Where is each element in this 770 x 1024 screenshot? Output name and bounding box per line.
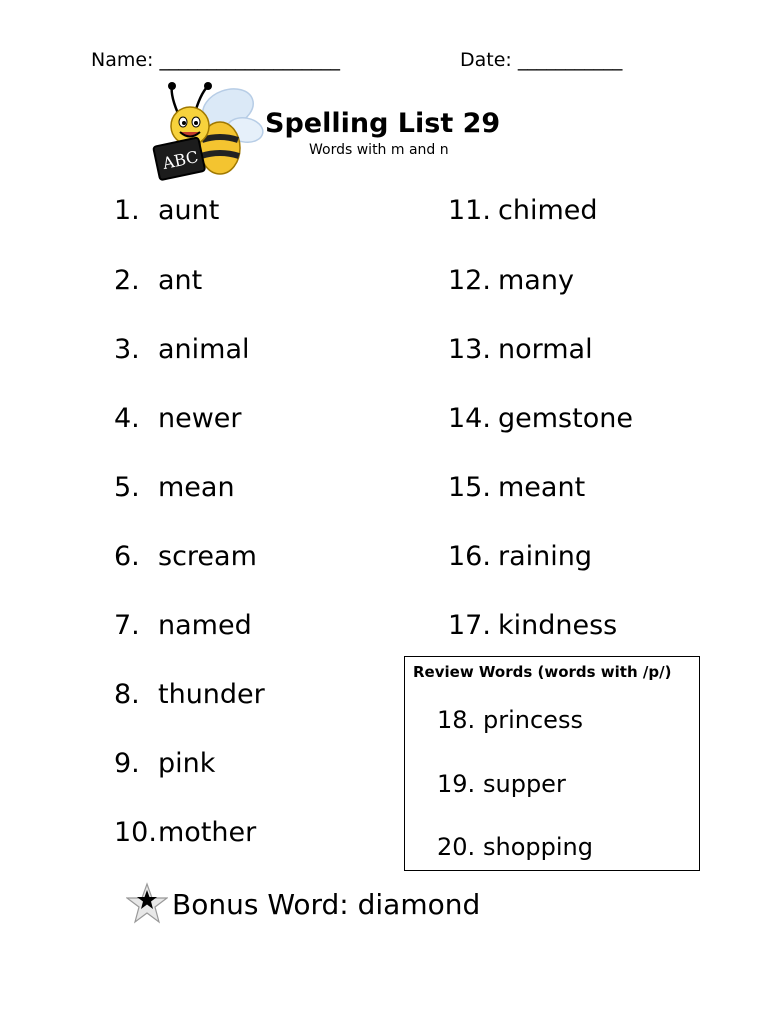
page-title: Spelling List 29 — [265, 108, 501, 139]
list-item: 15. meant — [448, 472, 586, 503]
name-field-label: Name: ___________________ — [91, 49, 340, 71]
list-item: 18. princess — [437, 706, 583, 734]
list-item: 7. named — [114, 610, 252, 641]
star-icon — [126, 882, 168, 926]
list-item: 14. gemstone — [448, 403, 633, 434]
list-item: 9. pink — [114, 748, 216, 779]
list-item: 11. chimed — [448, 195, 598, 226]
bonus-word — [126, 882, 480, 926]
bonus-word-text: Bonus Word: diamond — [172, 887, 481, 921]
list-item: 8. thunder — [114, 679, 265, 710]
list-item: 6. scream — [114, 541, 257, 572]
date-field-label: Date: ___________ — [460, 49, 623, 71]
page-subtitle: Words with m and n — [309, 142, 449, 158]
list-item: 20. shopping — [437, 833, 593, 861]
bee-icon — [150, 78, 265, 188]
list-item: 19. supper — [437, 770, 566, 798]
list-item: 3. animal — [114, 334, 250, 365]
list-item: 4. newer — [114, 403, 242, 434]
review-words-title: Review Words (words with /p/) — [413, 663, 672, 681]
svg-text:ABC: ABC — [160, 147, 200, 174]
list-item: 10.mother — [114, 817, 257, 848]
review-words-box — [404, 656, 700, 871]
list-item: 2. ant — [114, 265, 203, 296]
list-item: 13. normal — [448, 334, 593, 365]
list-item: 16. raining — [448, 541, 593, 572]
list-item: 1. aunt — [114, 195, 220, 226]
list-item: 12. many — [448, 265, 574, 296]
list-item: 5. mean — [114, 472, 235, 503]
list-item: 17. kindness — [448, 610, 618, 641]
